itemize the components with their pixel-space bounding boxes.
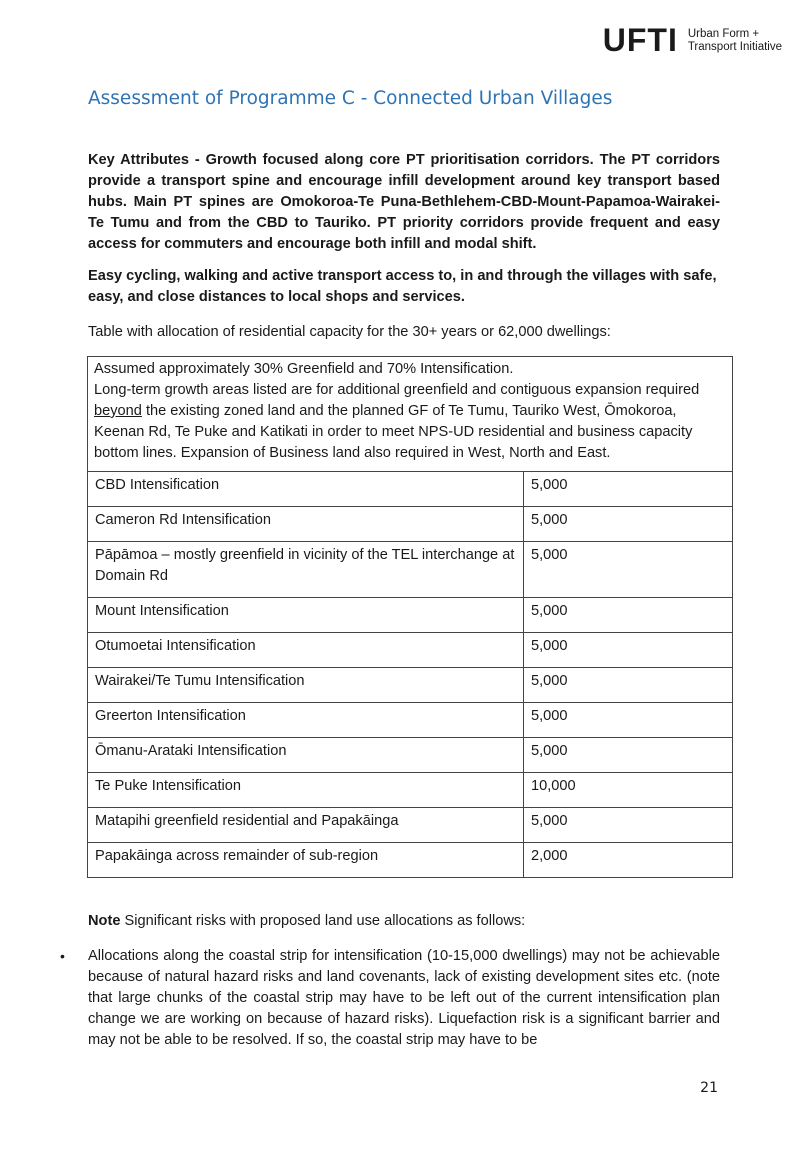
dwellings-cell: 5,000 — [524, 808, 733, 843]
area-cell: Matapihi greenfield residential and Papakāinga — [88, 808, 524, 843]
table-row — [88, 808, 733, 843]
table-row — [88, 633, 733, 668]
dwellings-cell: 5,000 — [524, 507, 733, 542]
table-intro-row — [88, 357, 733, 472]
dwellings-cell: 5,000 — [524, 542, 733, 598]
dwellings-cell: 10,000 — [524, 773, 733, 808]
table-row — [88, 668, 733, 703]
table-row — [88, 843, 733, 878]
table-caption-block — [88, 322, 720, 343]
note-text: Significant risks with proposed land use allocations as follows: — [120, 913, 526, 929]
key-attributes-paragraph: Key Attributes - Growth focused along core PT prioritisation corridors. The PT corridors provide a transport spine and encourage infill development around key transport based hubs. Main PT spines are Omokoroa-Te Puna-Bethlehem-CBD-Mount-Papamoa-Wairakei-Te Tumu and from the CBD to Tauriko. PT priority corridors provide frequent and easy access for commuters and encourage both infill and modal shift. — [88, 152, 720, 252]
area-cell: Mount Intensification — [88, 598, 524, 633]
logo-mark: UFTI — [602, 22, 678, 58]
key-attributes-block — [88, 150, 720, 255]
bullet-icon: • — [60, 948, 65, 964]
area-cell: Cameron Rd Intensification — [88, 507, 524, 542]
area-cell: Wairakei/Te Tumu Intensification — [88, 668, 524, 703]
dwellings-cell: 5,000 — [524, 668, 733, 703]
area-cell: Pāpāmoa – mostly greenfield in vicinity of the TEL interchange at Domain Rd — [88, 542, 524, 598]
table-row — [88, 703, 733, 738]
dwellings-cell: 2,000 — [524, 843, 733, 878]
bullet-text: Allocations along the coastal strip for intensification (10-15,000 dwellings) may not be achievable because of natural hazard risks and land covenants, lack of existing development sites etc. (note that large chunks of the coastal strip may have to be left out of the current intensification plan change we are working on because of hazard risks). Liquefaction risk is a significant barrier and may not be able to be resolved. If so, the coastal strip may have to be — [88, 948, 720, 1048]
page-title: Assessment of Programme C - Connected Urban Villages — [88, 88, 613, 109]
note-label: Note — [88, 913, 121, 929]
area-cell: Papakāinga across remainder of sub-region — [88, 843, 524, 878]
table-row — [88, 472, 733, 507]
intro-paragraph — [94, 380, 726, 464]
table-row — [88, 738, 733, 773]
area-cell: Te Puke Intensification — [88, 773, 524, 808]
table-row — [88, 542, 733, 598]
ufti-logo — [603, 22, 782, 59]
cycling-block — [88, 266, 720, 308]
logo-line-2: Transport Initiative — [687, 40, 782, 53]
dwellings-cell: 5,000 — [524, 633, 733, 668]
table-row — [88, 598, 733, 633]
area-cell: CBD Intensification — [88, 472, 524, 507]
dwellings-cell: 5,000 — [524, 703, 733, 738]
note-line — [88, 913, 525, 929]
dwellings-cell: 5,000 — [524, 738, 733, 773]
allocation-table — [87, 356, 733, 878]
page-number: 21 — [700, 1080, 718, 1096]
area-cell: Otumoetai Intensification — [88, 633, 524, 668]
dwellings-cell: 5,000 — [524, 598, 733, 633]
area-cell: Ōmanu-Arataki Intensification — [88, 738, 524, 773]
risk-bullet — [60, 946, 720, 1051]
table-intro-cell — [88, 357, 733, 472]
cycling-paragraph: Easy cycling, walking and active transport access to, in and through the villages with safe, easy, and close distances to local shops and services. — [88, 268, 717, 305]
intro-underlined: beyond — [94, 403, 142, 419]
table-caption: Table with allocation of residential capacity for the 30+ years or 62,000 dwellings: — [88, 324, 611, 340]
dwellings-cell: 5,000 — [524, 472, 733, 507]
intro-before: Long-term growth areas listed are for additional greenfield and contiguous expansion required — [94, 382, 700, 398]
area-cell: Greerton Intensification — [88, 703, 524, 738]
intro-after: the existing zoned land and the planned GF of Te Tumu, Tauriko West, Ōmokoroa, Keenan Rd, Te Puke and Katikati in order to meet NPS-UD residential and business capacity bottom lines. Expansion of Business land also required in West, North and East. — [94, 403, 693, 461]
table-row — [88, 773, 733, 808]
table-row — [88, 507, 733, 542]
intro-line-1: Assumed approximately 30% Greenfield and 70% Intensification. — [94, 361, 514, 377]
logo-line-1: Urban Form + — [687, 27, 760, 40]
logo-text — [688, 28, 782, 54]
